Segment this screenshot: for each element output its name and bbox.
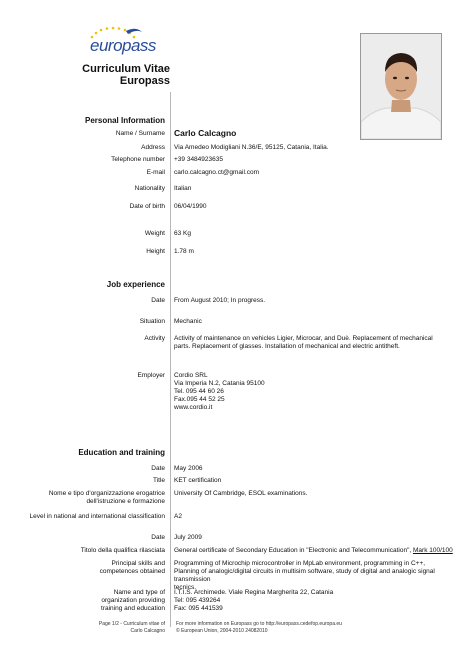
- edu2-org-label-line: training and education: [101, 605, 165, 612]
- name-value: Carlo Calcagno: [174, 128, 237, 138]
- edu2-skills-label-line: competences obtained: [99, 568, 165, 575]
- edu2-org-line: Tel: 095 439264: [174, 597, 221, 604]
- employer-line: Fax.095 44 52 25: [174, 396, 225, 403]
- address-label: Address: [141, 144, 165, 151]
- address-value: Via Amedeo Modigliani N.36/E, 95125, Catania, Italia.: [174, 144, 329, 151]
- edu1-level-label: Level in national and international classification: [29, 513, 165, 520]
- section-job-experience: Job experience: [106, 280, 165, 289]
- edu2-date-label: Date: [151, 534, 165, 541]
- activity-line: parts. Replacement of glasses. Installation of mechanical and electric antitheft.: [174, 343, 400, 350]
- section-personal-information: Personal Information: [84, 116, 165, 125]
- telephone-value: +39 3484923635: [174, 156, 223, 163]
- edu2-title-text: General certificate of Secondary Education in "Electronic and Telecommunication",: [174, 547, 412, 554]
- edu2-skills-line: Planning of analogic/digital circuits in multisim software, study of digital and analogic signal transmission: [174, 568, 435, 583]
- edu1-level-value: A2: [174, 513, 182, 520]
- name-label: Name / Surname: [115, 130, 165, 137]
- employer-line: Tel. 095 44 60 26: [174, 388, 224, 395]
- edu2-org-label-line: organization providing: [101, 597, 165, 604]
- edu1-org-label-line: dell'istruzione e formazione: [86, 498, 165, 505]
- height-value: 1.78 m: [174, 248, 194, 255]
- profile-photo: [360, 33, 442, 140]
- employer-label: Employer: [137, 372, 165, 379]
- page-title: Curriculum Vitae Europass: [82, 63, 170, 87]
- edu1-title-value: KET certification: [174, 477, 222, 484]
- edu1-org-label: [0, 490, 165, 506]
- height-label: Height: [146, 248, 165, 255]
- section-education-training: Education and training: [78, 448, 165, 457]
- weight-value: 63 Kg: [174, 230, 191, 237]
- edu2-org-line: Fax: 095 441539: [174, 605, 223, 612]
- edu2-org-label-line: Name and type of: [113, 589, 165, 596]
- edu1-org-value: University Of Cambridge, ESOL examinations.: [174, 490, 308, 497]
- footer-page-info: Page 1/2 - Curriculum vitae of: [98, 621, 165, 627]
- job-date-label: Date: [151, 297, 165, 304]
- europass-logo: [84, 26, 176, 60]
- activity-label: Activity: [144, 335, 165, 342]
- activity-line: Activity of maintenance on vehicles Ligier, Microcar, and Duè. Replacement of mechanical: [174, 335, 433, 342]
- employer-value: [174, 372, 464, 412]
- edu1-date-label: Date: [151, 465, 165, 472]
- footer-left: [0, 621, 165, 635]
- edu2-skills-label: [0, 560, 165, 576]
- edu2-org-value: [174, 589, 464, 613]
- employer-line: Cordio SRL: [174, 372, 208, 379]
- column-divider: [170, 92, 171, 627]
- activity-value: [174, 335, 464, 351]
- edu2-org-label: [0, 589, 165, 613]
- edu2-skills-line: tecnics.: [174, 584, 197, 591]
- employer-line: Via Imperia N.2, Catania 95100: [174, 380, 265, 387]
- edu2-title-label: Titolo della qualifica rilasciata: [80, 547, 165, 554]
- footer-europass-link[interactable]: For more information on Europass go to http://europass.cedefop.europa.eu: [176, 621, 342, 627]
- nationality-label: Nationality: [134, 185, 165, 192]
- edu2-skills-line: Programming of Microchip microcontroller in MpLab environment, programming in C++,: [174, 560, 426, 567]
- edu1-org-label-line: Nome e tipo d'organizzazione erogatrice: [48, 490, 165, 497]
- edu2-date-value: July 2009: [174, 534, 202, 541]
- email-value: carlo.calcagno.ct@gmail.com: [174, 169, 259, 176]
- email-label: E-mail: [146, 169, 165, 176]
- edu2-title-value: [174, 547, 464, 555]
- edu1-title-label: Title: [152, 477, 165, 484]
- nationality-value: Italian: [174, 185, 192, 192]
- job-date-value: From August 2010; In progress.: [174, 297, 266, 304]
- dob-value: 06/04/1990: [174, 203, 207, 210]
- edu2-skills-label-line: Principal skills and: [111, 560, 165, 567]
- logo-text: europass: [90, 36, 156, 55]
- edu2-skills-value: [174, 560, 464, 592]
- footer-copyright: © European Union, 2004-2010 24082010: [176, 628, 268, 634]
- edu2-org-line: I.T.I.S. Archimede. Viale Regina Margherita 22, Catania: [174, 589, 334, 596]
- footer-right: [176, 621, 376, 635]
- person-photo-icon: [361, 34, 441, 139]
- edu2-mark: Mark 100/100: [413, 547, 453, 554]
- weight-label: Weight: [144, 230, 165, 237]
- situation-label: Situation: [139, 318, 165, 325]
- edu1-date-value: May 2006: [174, 465, 203, 472]
- situation-value: Mechanic: [174, 318, 202, 325]
- telephone-label: Telephone number: [111, 156, 165, 163]
- dob-label: Date of birth: [129, 203, 165, 210]
- footer-author: Carlo Calcagno: [130, 628, 165, 634]
- employer-line: www.cordio.it: [174, 404, 213, 411]
